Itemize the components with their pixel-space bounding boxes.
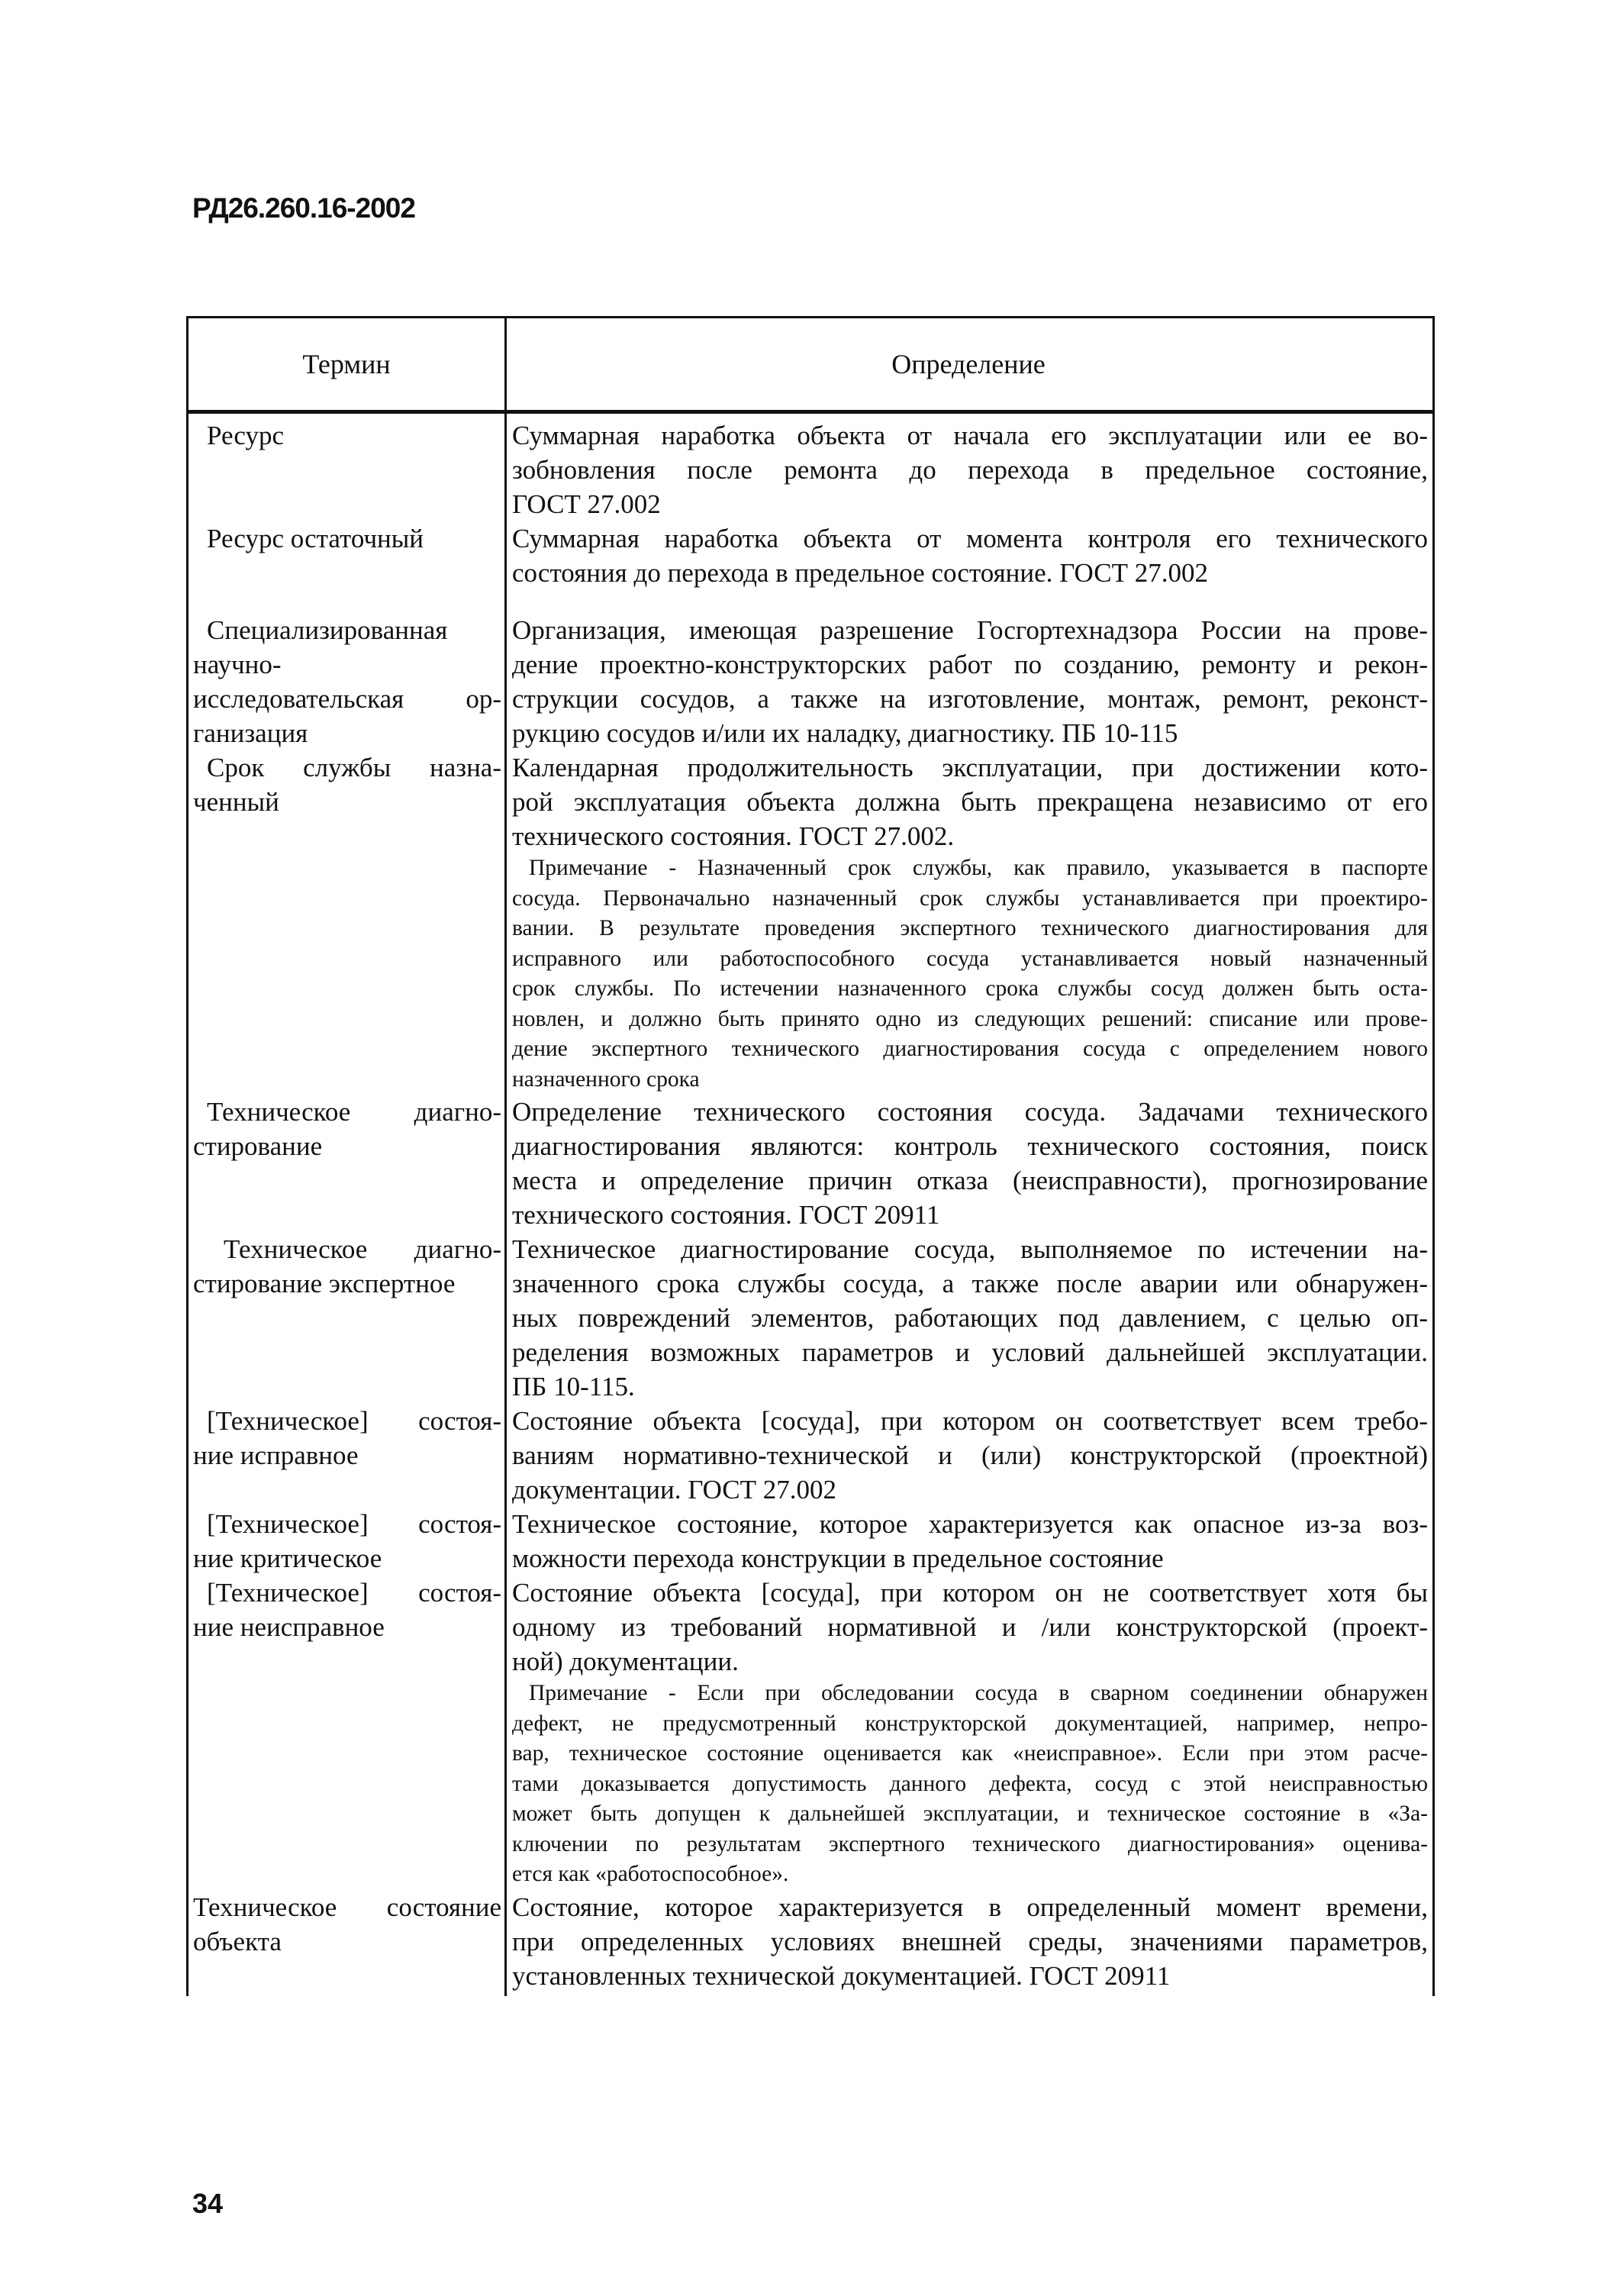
term-line: стирование <box>193 1131 323 1161</box>
term-line: Ресурс остаточный <box>207 524 424 553</box>
term-cell <box>188 1890 504 1993</box>
definition-line: значенного срока службы сосуда, а также после аварии или обнаружен- <box>512 1269 1428 1298</box>
definition-line: рой эксплуатация объекта должна быть прекращена независимо от его <box>512 787 1428 817</box>
term-cell <box>188 1404 504 1507</box>
definition-cell <box>504 1507 1432 1576</box>
definition-line: можности перехода конструкции в предельное состояние <box>512 1543 1164 1573</box>
table-row <box>188 1890 1432 1993</box>
definition-line: состояния до перехода в предельное состояние. ГОСТ 27.002 <box>512 558 1208 588</box>
term-line: [Техническое] состоя- <box>207 1509 501 1539</box>
definition-cell <box>504 1095 1432 1232</box>
table-body <box>188 414 1432 1996</box>
definition-line: струкции сосудов, а также на изготовление, монтаж, ремонт, реконст- <box>512 684 1428 714</box>
term-cell <box>188 418 504 521</box>
table-row <box>188 1095 1432 1232</box>
definition-line: Техническое состояние, которое характеризуется как опасное из-за воз- <box>512 1509 1428 1539</box>
note-line: назначенного срока <box>512 1066 700 1092</box>
term-cell <box>188 521 504 590</box>
column-header-definition: Определение <box>891 349 1046 379</box>
definition-line: Состояние объекта [сосуда], при котором он соответствует всем требо- <box>512 1406 1428 1436</box>
definition-line: Организация, имеющая разрешение Госгортехнадзора России на прове- <box>512 615 1428 645</box>
definition-cell <box>504 521 1432 590</box>
definition-line: технического состояния. ГОСТ 20911 <box>512 1200 940 1230</box>
note-line: срок службы. По истечении назначенного срока службы сосуд должен быть оста- <box>512 976 1428 1001</box>
definition-line: технического состояния. ГОСТ 27.002. <box>512 821 955 851</box>
term-cell <box>188 1507 504 1576</box>
term-line: ние критическое <box>193 1543 382 1573</box>
definition-cell <box>504 1576 1432 1890</box>
definition-line: Календарная продолжительность эксплуатации, при достижении кото- <box>512 753 1428 782</box>
definition-note <box>512 1679 1428 1890</box>
term-line: исследовательская ор- <box>193 684 501 714</box>
definition-line: документации. ГОСТ 27.002 <box>512 1475 837 1505</box>
definition-line: ной) документации. <box>512 1647 739 1676</box>
note-line: Примечание - Назначенный срок службы, как правило, указывается в паспорте <box>529 856 1428 880</box>
term-line: Техническое диагно- <box>224 1234 501 1264</box>
definition-line: одному из требований нормативной и /или конструкторской (проект- <box>512 1612 1428 1642</box>
page-number: 34 <box>192 2188 224 2219</box>
definition-line: Определение технического состояния сосуда. Задачами технического <box>512 1097 1428 1127</box>
definition-line: дение проектно-конструкторских работ по созданию, ремонту и рекон- <box>512 650 1428 679</box>
term-line: Срок службы назна- <box>207 753 501 782</box>
table-row <box>188 1507 1432 1576</box>
term-line: Техническое состояние <box>193 1892 501 1922</box>
note-line: новлен, и должно быть принято одно из следующих решений: списание или прове- <box>512 1006 1428 1031</box>
term-line: ганизация <box>193 718 308 748</box>
note-line: сосуда. Первоначально назначенный срок службы устанавливается при проектиро- <box>512 885 1428 911</box>
column-header-term: Термин <box>302 349 391 379</box>
note-line: исправного или работоспособного сосуда устанавливается новый назначенный <box>512 946 1428 971</box>
definition-line: рукцию сосудов и/или их наладку, диагностику. ПБ 10-115 <box>512 718 1178 748</box>
term-line: ние неисправное <box>193 1612 385 1642</box>
note-line: дефект, не предусмотренный конструкторской документацией, например, непро- <box>512 1711 1428 1736</box>
definition-line: ПБ 10-115. <box>512 1372 635 1401</box>
definition-line: Состояние объекта [сосуда], при котором он не соответствует хотя бы <box>512 1578 1428 1608</box>
definition-cell <box>504 1232 1432 1404</box>
term-line: [Техническое] состоя- <box>207 1578 501 1608</box>
term-line: объекта <box>193 1926 282 1956</box>
definition-line: установленных технической документацией. ГОСТ 20911 <box>512 1960 1171 1991</box>
table-row <box>188 750 1432 1095</box>
definition-cell <box>504 418 1432 521</box>
definition-line: ваниям нормативно-технической и (или) конструкторской (проектной) <box>512 1440 1428 1470</box>
table-row <box>188 1232 1432 1404</box>
definition-cell <box>504 1890 1432 1993</box>
terms-table <box>186 316 1435 1996</box>
table-row <box>188 1404 1432 1507</box>
definition-line: ных повреждений элементов, работающих под давлением, с целью оп- <box>512 1303 1428 1333</box>
definition-line: зобновления после ремонта до перехода в предельное состояние, <box>512 455 1428 485</box>
definition-line: ределения возможных параметров и условий дальнейшей эксплуатации. <box>512 1337 1428 1367</box>
note-line: тами доказывается допустимость данного дефекта, сосуд с этой неисправностью <box>512 1771 1428 1796</box>
document-code: РД26.260.16-2002 <box>192 192 415 224</box>
definition-cell <box>504 750 1432 1095</box>
table-row <box>188 1576 1432 1890</box>
definition-line: ГОСТ 27.002 <box>512 489 661 519</box>
definition-line: Суммарная наработка объекта от начала его эксплуатации или ее во- <box>512 421 1428 450</box>
note-line: дение экспертного технического диагностирования сосуда с определением нового <box>512 1037 1428 1061</box>
table-row <box>188 521 1432 590</box>
definition-line: Состояние, которое характеризуется в определенный момент времени, <box>512 1892 1428 1922</box>
definition-cell <box>504 1404 1432 1507</box>
term-line: ние исправное <box>193 1440 359 1470</box>
term-line: научно- <box>193 650 282 679</box>
term-line: [Техническое] состоя- <box>207 1406 501 1436</box>
note-line: вании. В результате проведения экспертного технического диагностирования для <box>512 916 1428 940</box>
term-line: Ресурс <box>207 421 285 450</box>
table-header <box>188 318 1432 414</box>
term-line: Техническое диагно- <box>207 1097 501 1127</box>
table-row <box>188 613 1432 750</box>
definition-line: диагностирования являются: контроль технического состояния, поиск <box>512 1131 1428 1161</box>
definition-line: Суммарная наработка объекта от момента контроля его технического <box>512 524 1428 553</box>
note-line: ется как «работоспособное». <box>512 1862 789 1886</box>
definition-cell <box>504 613 1432 750</box>
term-line: стирование экспертное <box>193 1269 456 1298</box>
term-cell <box>188 1095 504 1232</box>
term-line: Специализированная <box>207 615 448 645</box>
term-cell <box>188 750 504 1095</box>
note-line: ключении по результатам экспертного технического диагностирования» оценива- <box>512 1831 1428 1856</box>
note-line: Примечание - Если при обследовании сосуда в сварном соединении обнаружен <box>529 1681 1428 1705</box>
table-row <box>188 418 1432 521</box>
term-cell <box>188 613 504 750</box>
term-cell <box>188 1232 504 1404</box>
definition-line: при определенных условиях внешней среды, значениями параметров, <box>512 1926 1428 1956</box>
definition-line: Техническое диагностирование сосуда, выполняемое по истечении на- <box>512 1234 1428 1264</box>
definition-line: места и определение причин отказа (неисправности), прогнозирование <box>512 1166 1428 1195</box>
term-line: ченный <box>193 787 279 817</box>
definition-note <box>512 853 1428 1095</box>
note-line: может быть допущен к дальнейшей эксплуатации, и техническое состояние в «За- <box>512 1801 1428 1826</box>
note-line: вар, техническое состояние оценивается как «неисправное». Если при этом расче- <box>512 1741 1428 1766</box>
term-cell <box>188 1576 504 1890</box>
